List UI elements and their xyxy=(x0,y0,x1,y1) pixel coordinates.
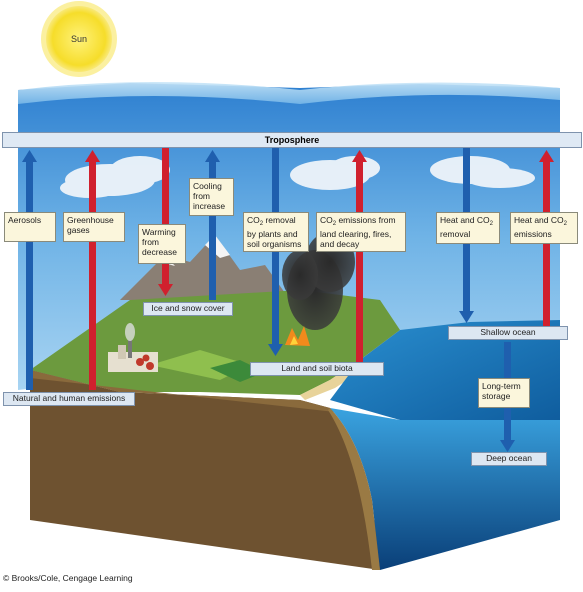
label-longterm-storage: Long-term storage xyxy=(478,378,530,408)
troposphere-bar: Troposphere xyxy=(2,132,582,148)
label-co2-removal: $CO_2$ removal by plants and soil organisms xyxy=(243,212,309,252)
label-aerosols: Aerosols xyxy=(4,212,56,242)
label-co2-emissions: $CO_2$ emissions from land clearing, fires, and decay xyxy=(316,212,406,252)
box-shallow-ocean: Shallow ocean xyxy=(448,326,568,340)
box-natural-human: Natural and human emissions xyxy=(3,392,135,406)
label-cooling: Cooling from increase xyxy=(189,178,234,216)
credit-line: © Brooks/Cole, Cengage Learning xyxy=(3,573,133,583)
box-land-soil: Land and soil biota xyxy=(250,362,384,376)
box-ice-snow: Ice and snow cover xyxy=(143,302,233,316)
sun-label: Sun xyxy=(70,34,87,44)
label-greenhouse: Greenhouse gases xyxy=(63,212,125,242)
label-warming: Warming from decrease xyxy=(138,224,186,264)
label-heat-emissions: Heat and $CO_2$ emissions xyxy=(510,212,578,244)
label-heat-removal: Heat and $CO_2$ removal xyxy=(436,212,500,244)
box-deep-ocean: Deep ocean xyxy=(471,452,547,466)
